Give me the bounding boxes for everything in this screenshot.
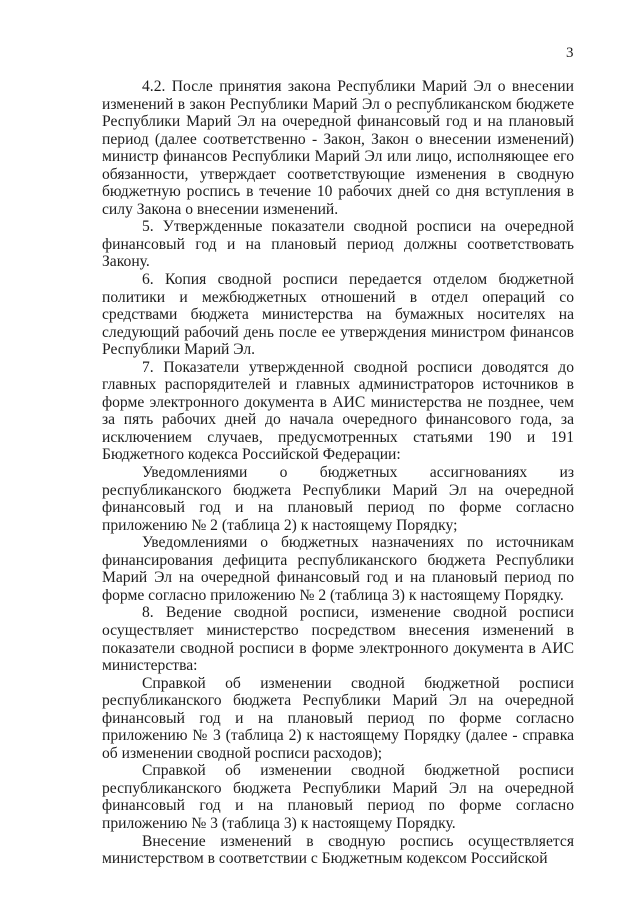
paragraph-5: 5. Утвержденные показатели сводной росписи на очередной финансовый год и на плановый период должны соответствовать Закону. bbox=[102, 218, 574, 271]
document-body bbox=[102, 78, 574, 868]
paragraph-4-2: 4.2. После принятия закона Республики Марий Эл о внесении изменений в закон Республики Марий Эл о республиканском бюджете Республики Марий Эл на очередной финансовый год и на плановый период (далее соответственно - Закон, Закон о внесении изменений) министр финансов Республики Марий Эл или лицо, исполняющее его обязанности, утверждает соответствующие изменения в сводную бюджетную роспись в течение 10 рабочих дней со дня вступления в силу Закона о внесении изменений. bbox=[102, 78, 574, 218]
page-number: 3 bbox=[566, 45, 574, 61]
paragraph-8-certificate-sources: Справкой об изменении сводной бюджетной росписи республиканского бюджета Республики Марий Эл на очередной финансовый год и на плановый период по форме согласно приложению № 3 (таблица 3) к настоящему Порядку. bbox=[102, 762, 574, 832]
paragraph-8: 8. Ведение сводной росписи, изменение сводной росписи осуществляет министерство посредством внесения изменений в показатели сводной росписи в форме электронного документа в АИС министерства: bbox=[102, 604, 574, 675]
paragraph-amendments: Внесение изменений в сводную роспись осуществляется министерством в соответствии с Бюджетным кодексом Российской bbox=[102, 832, 574, 868]
paragraph-6: 6. Копия сводной росписи передается отделом бюджетной политики и межбюджетных отношений в отдел операций со средствами бюджета министерства на бумажных носителях на следующий рабочий день после ее утверждения министром финансов Республики Марий Эл. bbox=[102, 271, 574, 359]
paragraph-8-certificate-expenses: Справкой об изменении сводной бюджетной росписи республиканского бюджета Республики Марий Эл на очередной финансовый год и на плановый период по форме согласно приложению № 3 (таблица 2) к настоящему Порядку (далее - справка об изменении сводной росписи расходов); bbox=[102, 674, 574, 762]
paragraph-7-notice-financing: Уведомлениями о бюджетных назначениях по источникам финансирования дефицита республиканского бюджета Республики Марий Эл на очередной финансовый год и на плановый период по форме согласно приложению № 2 (таблица 3) к настоящему Порядку. bbox=[102, 534, 574, 604]
paragraph-7-notice-allocations: Уведомлениями о бюджетных ассигнованиях из республиканского бюджета Республики Марий Эл на очередной финансовый год и на плановый период по форме согласно приложению № 2 (таблица 2) к настоящему Порядку; bbox=[102, 464, 574, 534]
paragraph-7: 7. Показатели утвержденной сводной росписи доводятся до главных распорядителей и главных администраторов источников в форме электронного документа в АИС министерства не позднее, чем за пять рабочих дней до начала очередного финансового года, за исключением случаев, предусмотренных статьями 190 и 191 Бюджетного кодекса Российской Федерации: bbox=[102, 358, 574, 464]
